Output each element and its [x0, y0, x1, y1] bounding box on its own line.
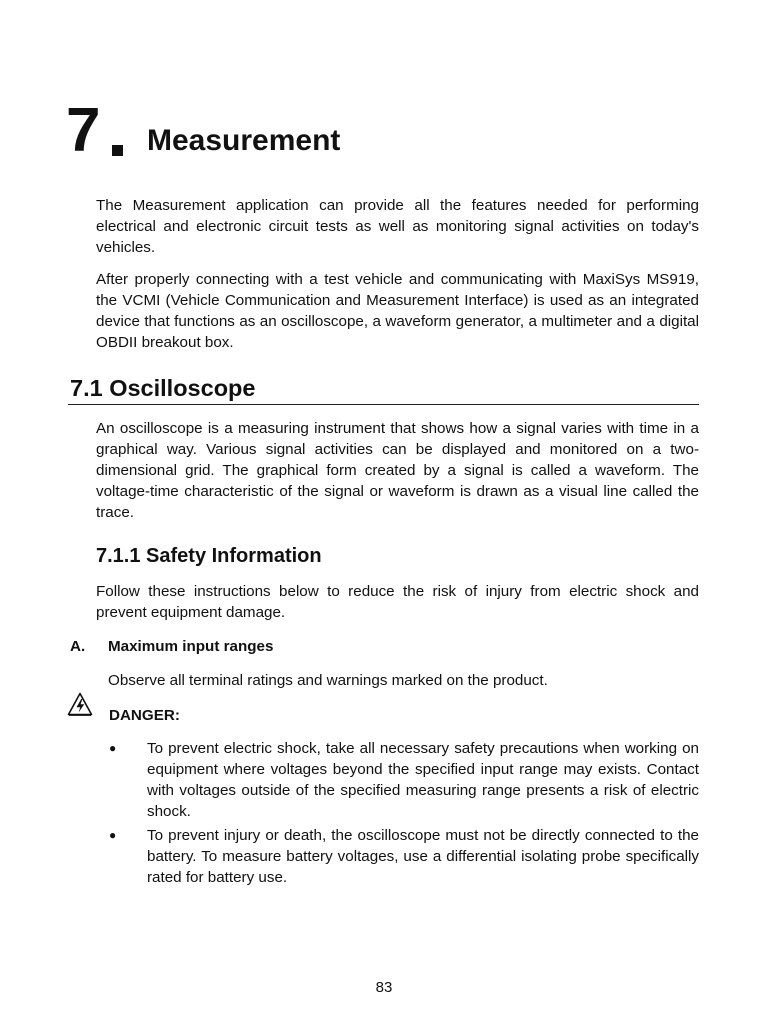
danger-bullet-2: To prevent injury or death, the oscilloscope must not be directly connected to the battery. To measure battery voltages, use a differential isolating probe specifically rated for battery use. [147, 827, 699, 886]
danger-label: DANGER: [109, 707, 180, 724]
item-text: Observe all terminal ratings and warnings marked on the product. [108, 672, 548, 689]
bullet-dot: ● [109, 741, 117, 755]
chapter-title: Measurement [147, 124, 341, 157]
page-number: 83 [375, 979, 393, 996]
section-divider [68, 404, 699, 405]
subsection-paragraph: Follow these instructions below to reduce the risk of injury from electric shock and prevent equipment damage. [96, 583, 699, 621]
subsection-title: 7.1.1 Safety Information [96, 545, 322, 567]
item-letter: A. [70, 638, 86, 655]
intro-paragraph-2: After properly connecting with a test vehicle and communicating with MaxiSys MS919, the VCMI (Vehicle Communication and Measurement Interface) is used as an integrated device that functions as an oscilloscope, a waveform generator, a multimeter and a digital OBDII breakout box. [96, 271, 699, 351]
intro-paragraph-1: The Measurement application can provide all the features needed for performing electrical and electronic circuit tests as well as monitoring signal activities on today's vehicles. [96, 197, 699, 256]
chapter-number-dot [112, 145, 123, 156]
section-title: 7.1 Oscilloscope [70, 375, 256, 401]
bullet-dot: ● [109, 828, 117, 842]
item-title: Maximum input ranges [108, 638, 274, 655]
danger-bullet-1: To prevent electric shock, take all necessary safety precautions when working on equipment where voltages beyond the specified input range may exists. Contact with voltages outside of the specified measuring range presents a risk of electric shock. [147, 740, 699, 820]
chapter-number: 7 [66, 96, 100, 165]
high-voltage-warning-icon [67, 692, 93, 716]
section-paragraph: An oscilloscope is a measuring instrument that shows how a signal varies with time in a graphical way. Various signal activities can be displayed and monitored on a two-dimensional grid. The graphical form created by a signal is called a waveform. The voltage-time characteristic of the signal or waveform is drawn as a visual line called the trace. [96, 420, 699, 521]
